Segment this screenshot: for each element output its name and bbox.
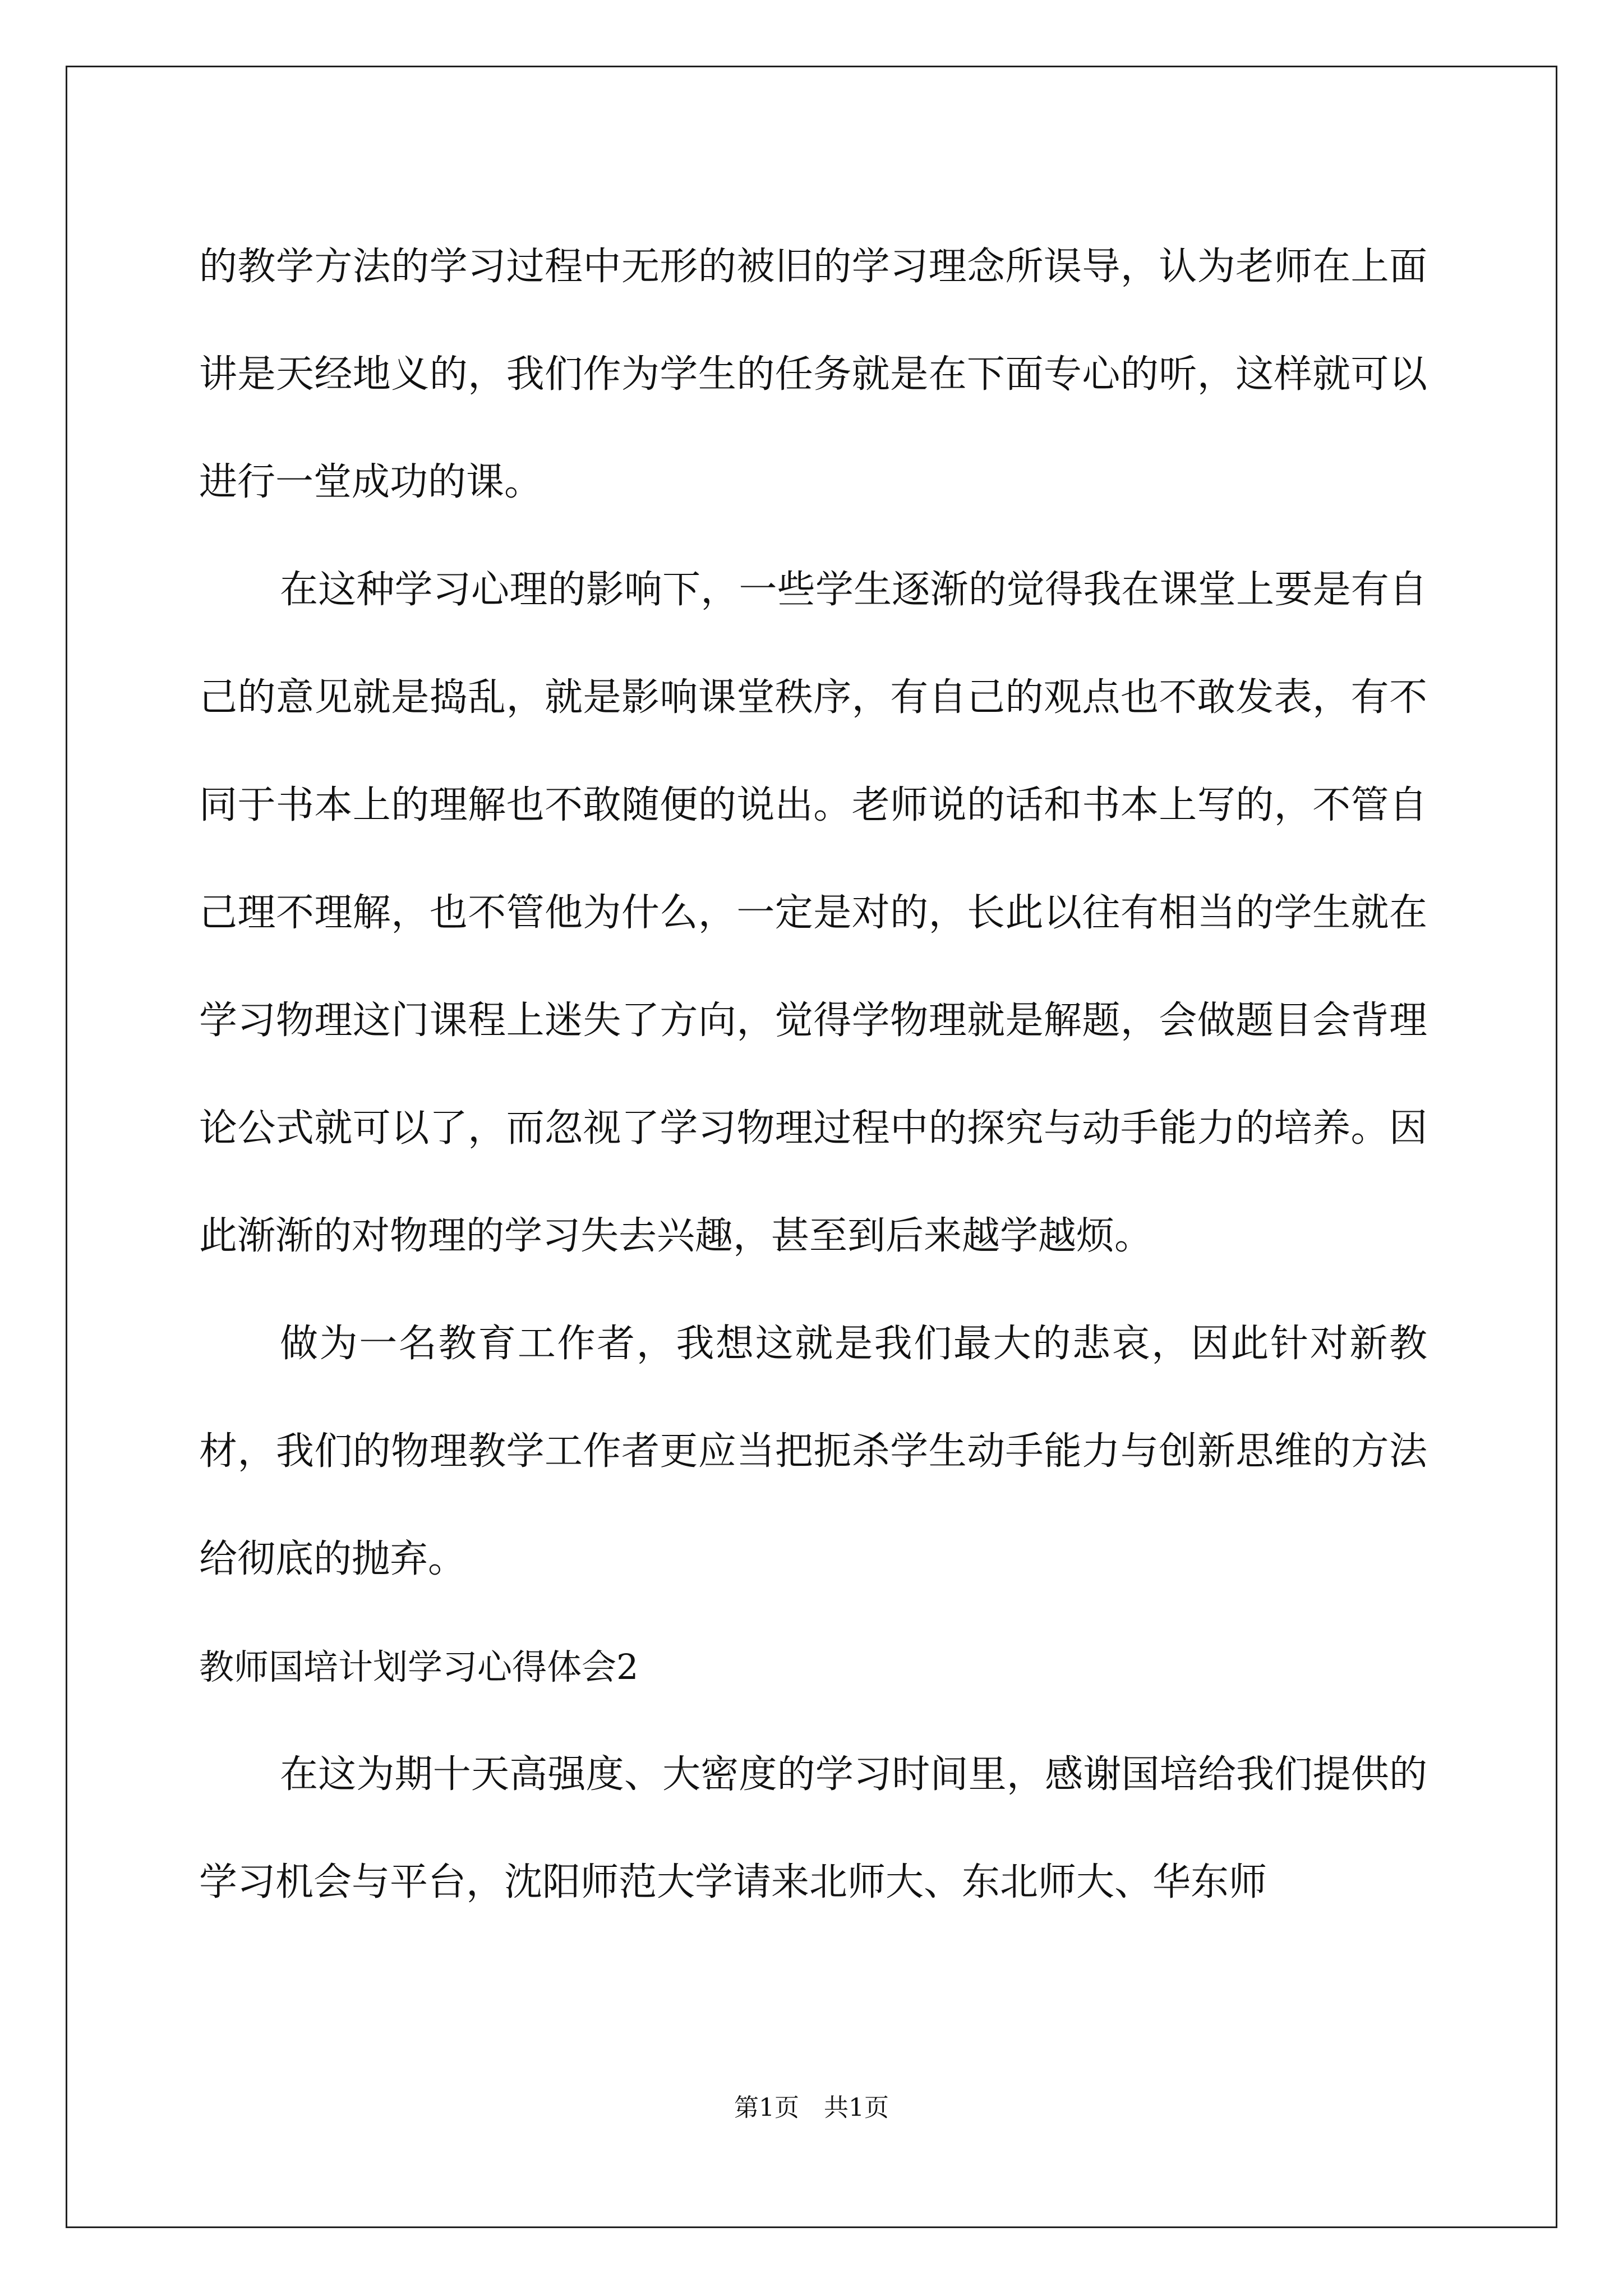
paragraph-3: 做为一名教育工作者，我想这就是我们最大的悲哀，因此针对新教材，我们的物理教学工作者更应当把扼杀学生动手能力与创新思维的方法给彻底的抛弃。 bbox=[199, 1322, 1427, 1581]
paragraph-4: 在这为期十天高强度、大密度的学习时间里，感谢国培给我们提供的学习机会与平台，沈阳师范大学请来北师大、东北师大、华东师 bbox=[199, 1752, 1427, 1904]
paragraph-1: 的教学方法的学习过程中无形的被旧的学习理念所误导，认为老师在上面讲是天经地义的，我们作为学生的任务就是在下面专心的听，这样就可以进行一堂成功的课。 bbox=[199, 245, 1427, 504]
section-heading: 教师国培计划学习心得体会2 bbox=[199, 1646, 639, 1687]
document-body bbox=[199, 213, 1427, 1936]
paragraph-2: 在这种学习心理的影响下，一些学生逐渐的觉得我在课堂上要是有自己的意见就是捣乱，就是影响课堂秩序，有自己的观点也不敢发表，有不同于书本上的理解也不敢随便的说出。老师说的话和书本上写的，不管自己理不理解，也不管他为什么，一定是对的，长此以往有相当的学生就在学习物理这门课程上迷失了方向，觉得学物理就是解题，会做题目会背理论公式就可以了，而忽视了学习物理过程中的探究与动手能力的培养。因此渐渐的对物理的学习失去兴趣，甚至到后来越学越烦。 bbox=[199, 568, 1427, 1258]
page-footer: 第1页 共1页 bbox=[734, 2093, 889, 2122]
